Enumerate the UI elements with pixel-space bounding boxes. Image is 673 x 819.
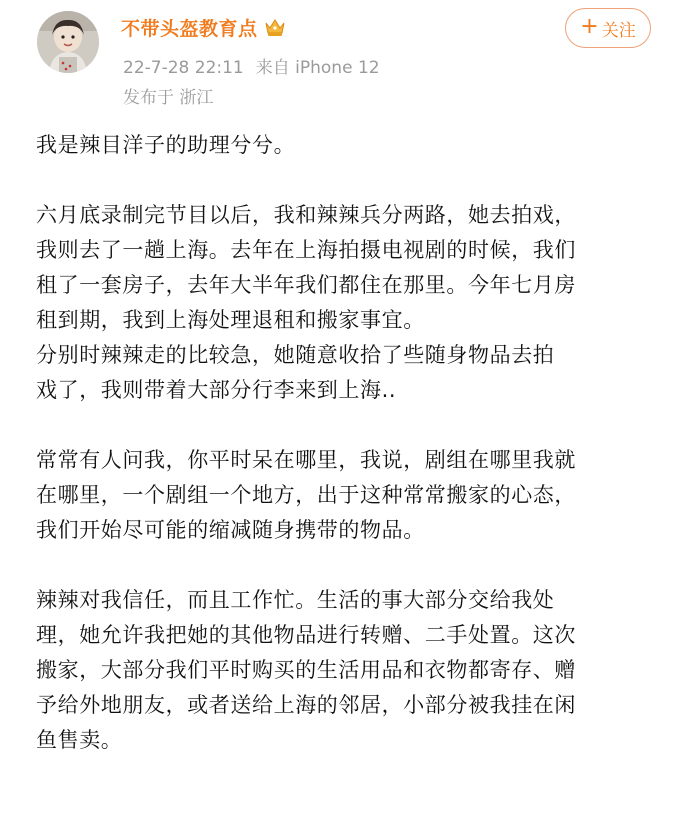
post-body — [36, 128, 646, 758]
post-paragraph: 我是辣目洋子的助理兮兮。 — [36, 133, 296, 157]
post-header — [0, 0, 673, 120]
post-source: 来自 iPhone 12 — [255, 58, 380, 78]
post-timestamp: 22-7-28 22:11 — [123, 58, 244, 78]
follow-button[interactable] — [565, 8, 651, 48]
post-location: 发布于 浙江 — [123, 88, 214, 108]
follow-button-label: 关注 — [601, 20, 636, 41]
post-paragraph: 常常有人问我，你平时呆在哪里，我说，剧组在哪里我就 在哪里，一个剧组一个地方，出于这种常常搬家的心态， 我们开始尽可能的缩减随身携带的物品。 — [36, 448, 576, 542]
post-paragraph: 六月底录制完节目以后，我和辣辣兵分两路，她去拍戏， 我则去了一趟上海。去年在上海拍摄电视剧的时候，我们 租了一套房子，去年大半年我们都住在那里。今年七月房 租到期，我到上海处理退租和搬家事宜。 — [36, 203, 576, 332]
post-paragraph: 分别时辣辣走的比较急，她随意收拾了些随身物品去拍 戏了，我则带着大部分行李来到上海.. — [36, 343, 555, 402]
plus-icon: + — [580, 14, 599, 39]
post-meta — [123, 53, 380, 78]
post-paragraph: 辣辣对我信任，而且工作忙。生活的事大部分交给我处 理，她允许我把她的其他物品进行转赠、二手处置。这次 搬家，大部分我们平时购买的生活用品和衣物都寄存、赠 予给外地朋友，或者送给上海的邻居，小部分被我挂在闲 鱼售卖。 — [36, 588, 576, 752]
username-row — [121, 13, 286, 41]
username[interactable]: 不带头盔教育点 — [121, 17, 258, 40]
crown-icon — [264, 17, 286, 37]
avatar[interactable] — [37, 11, 99, 73]
